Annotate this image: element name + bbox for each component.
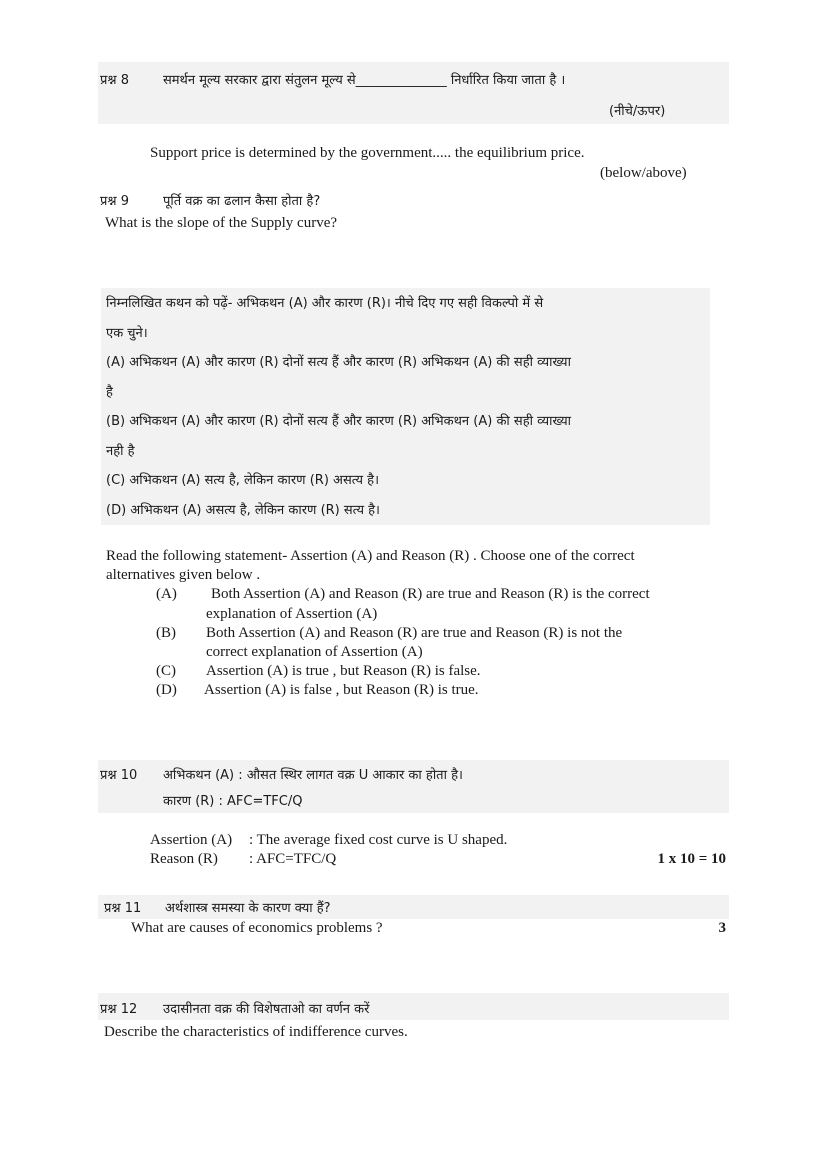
assertion-en-option-a-2: explanation of Assertion (A) [206, 606, 378, 622]
assertion-en-intro-1: Read the following statement- Assertion (A) and Reason (R) . Choose one of the correct [106, 548, 635, 564]
assertion-hi-option-d: (D) अभिकथन (A) असत्य है, लेकिन कारण (R) सत्य है। [106, 503, 380, 518]
q8-hindi-text: समर्थन मूल्य सरकार द्वारा संतुलन मूल्य से______________ निर्धारित किया जाता है । [163, 73, 566, 88]
assertion-hi-line2: एक चुने। [106, 326, 148, 341]
q10-marks: 1 x 10 = 10 [657, 851, 726, 867]
q12-english-text: Describe the characteristics of indifference curves. [104, 1024, 408, 1040]
q8-hindi-hint: (नीचे/ऊपर) [609, 104, 666, 119]
assertion-en-option-d-key: (D) [156, 682, 177, 698]
q9-english-text: What is the slope of the Supply curve? [105, 215, 338, 231]
assertion-hi-option-b-1: (B) अभिकथन (A) और कारण (R) दोनों सत्य हैं और कारण (R) अभिकथन (A) की सही व्याख्या [106, 414, 571, 429]
assertion-en-option-b-1: Both Assertion (A) and Reason (R) are true and Reason (R) is not the [206, 625, 623, 641]
q10-label: प्रश्न 10 [100, 768, 138, 783]
q10-hindi-assertion: अभिकथन (A) : औसत स्थिर लागत वक्र U आकार का होता है। [163, 768, 463, 783]
assertion-en-option-b-2: correct explanation of Assertion (A) [206, 644, 423, 660]
q8-english-text: Support price is determined by the government..... the equilibrium price. [150, 145, 585, 161]
assertion-hindi-band [101, 288, 710, 525]
assertion-hi-option-a-1: (A) अभिकथन (A) और कारण (R) दोनों सत्य हैं और कारण (R) अभिकथन (A) की सही व्याख्या [106, 355, 571, 370]
q8-english-hint: (below/above) [600, 165, 687, 181]
q11-marks: 3 [718, 920, 726, 936]
assertion-en-option-a-1: Both Assertion (A) and Reason (R) are true and Reason (R) is the correct [211, 586, 650, 602]
assertion-hi-option-c: (C) अभिकथन (A) सत्य है, लेकिन कारण (R) असत्य है। [106, 473, 380, 488]
q10-en-reason-label: Reason (R) [150, 851, 218, 867]
q9-label: प्रश्न 9 [100, 194, 129, 209]
q8-label: प्रश्न 8 [100, 73, 129, 88]
assertion-hi-option-a-2: है [106, 385, 113, 400]
q11-label: प्रश्न 11 [104, 901, 142, 916]
assertion-en-option-b-key: (B) [156, 625, 176, 641]
assertion-en-option-c-key: (C) [156, 663, 176, 679]
q10-en-assertion-label: Assertion (A) [150, 832, 233, 848]
assertion-hi-option-b-2: नही है [106, 444, 135, 459]
q10-en-assertion: : The average fixed cost curve is U shaped. [249, 832, 508, 848]
q12-hindi-text: उदासीनता वक्र की विशेषताओ का वर्णन करें [163, 1002, 370, 1017]
assertion-hi-line1: निम्नलिखित कथन को पढ़ें- अभिकथन (A) और कारण (R)। नीचे दिए गए सही विकल्पो में से [106, 296, 544, 311]
assertion-en-option-a-key: (A) [156, 586, 177, 602]
assertion-en-intro-2: alternatives given below . [106, 567, 261, 583]
q12-label: प्रश्न 12 [100, 1002, 138, 1017]
q10-hindi-reason: कारण (R) : AFC=TFC/Q [163, 794, 303, 809]
assertion-en-option-d: Assertion (A) is false , but Reason (R) is true. [204, 682, 479, 698]
q10-en-reason: : AFC=TFC/Q [249, 851, 337, 867]
assertion-en-option-c: Assertion (A) is true , but Reason (R) is false. [206, 663, 481, 679]
q9-hindi-text: पूर्ति वक्र का ढलान कैसा होता है? [163, 194, 321, 209]
q11-hindi-text: अर्थशास्त्र समस्या के कारण क्या हैं? [165, 901, 331, 916]
q11-english-text: What are causes of economics problems ? [131, 920, 383, 936]
